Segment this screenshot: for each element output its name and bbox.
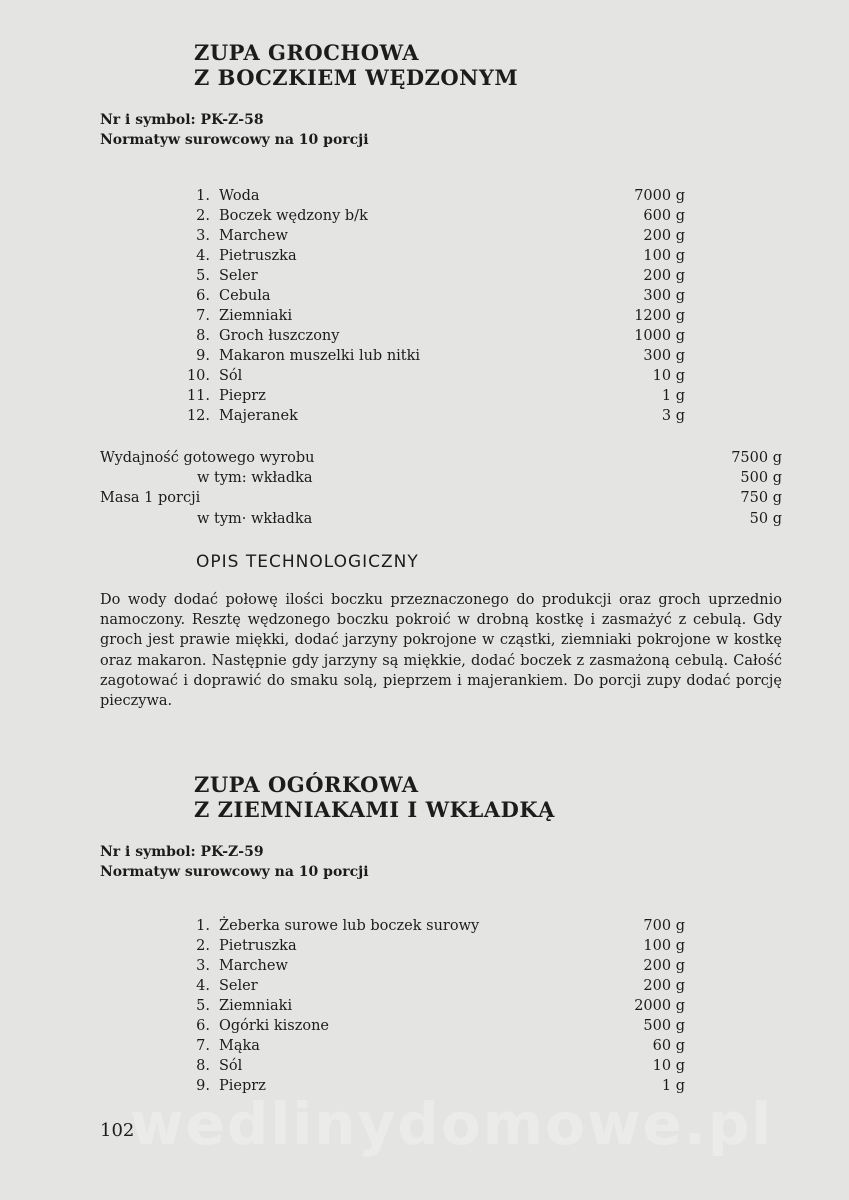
ingredient-number: 1. bbox=[196, 188, 210, 204]
recipe2-norm: Normatyw surowcowy na 10 porcji bbox=[100, 864, 369, 880]
ingredient-name: Mąka bbox=[219, 1038, 260, 1054]
yield-label: w tym· wkładka bbox=[197, 511, 313, 527]
ingredient-number: 9. bbox=[196, 348, 210, 364]
ingredient-name: Sól bbox=[219, 1058, 243, 1074]
ingredient-number: 3. bbox=[196, 958, 210, 974]
yield-label: w tym: wkładka bbox=[197, 470, 313, 486]
ingredient-row bbox=[180, 226, 685, 246]
ingredient-quantity: 60 g bbox=[652, 1038, 685, 1054]
yield-label: Wydajność gotowego wyrobu bbox=[100, 450, 315, 466]
ingredient-number: 5. bbox=[196, 268, 210, 284]
ingredient-quantity: 700 g bbox=[643, 918, 685, 934]
ingredient-name: Ziemniaki bbox=[219, 998, 293, 1014]
ingredient-number: 1. bbox=[196, 918, 210, 934]
ingredient-number: 2. bbox=[196, 938, 210, 954]
ingredient-name: Ogórki kiszone bbox=[219, 1018, 330, 1034]
recipe1-norm: Normatyw surowcowy na 10 porcji bbox=[100, 132, 369, 148]
ingredient-quantity: 600 g bbox=[643, 208, 685, 224]
ingredient-row bbox=[180, 976, 685, 996]
ingredient-name: Sól bbox=[219, 368, 243, 384]
recipe2-symbol: Nr i symbol: PK-Z-59 bbox=[100, 844, 264, 860]
ingredient-quantity: 500 g bbox=[643, 1018, 685, 1034]
ingredient-row bbox=[180, 326, 685, 346]
ingredient-name: Seler bbox=[219, 268, 258, 284]
ingredient-name: Ziemniaki bbox=[219, 308, 293, 324]
yield-row bbox=[100, 468, 782, 488]
page-number: 102 bbox=[100, 1120, 135, 1141]
ingredient-row bbox=[180, 306, 685, 326]
yield-label: Masa 1 porcji bbox=[100, 490, 201, 506]
ingredient-number: 7. bbox=[196, 308, 210, 324]
ingredient-row bbox=[180, 936, 685, 956]
recipe1-title-line2: Z BOCZKIEM WĘDZONYM bbox=[194, 65, 519, 90]
ingredient-quantity: 100 g bbox=[643, 938, 685, 954]
ingredient-row bbox=[180, 996, 685, 1016]
recipe2-title-line2: Z ZIEMNIAKAMI I WKŁADKĄ bbox=[194, 797, 555, 822]
ingredient-number: 6. bbox=[196, 288, 210, 304]
ingredient-number: 7. bbox=[196, 1038, 210, 1054]
recipe1-symbol: Nr i symbol: PK-Z-58 bbox=[100, 112, 264, 128]
yield-row bbox=[100, 488, 782, 508]
ingredient-name: Pieprz bbox=[219, 1078, 266, 1094]
ingredient-quantity: 300 g bbox=[643, 288, 685, 304]
ingredient-row bbox=[180, 206, 685, 226]
ingredient-quantity: 10 g bbox=[652, 1058, 685, 1074]
section-heading: OPIS TECHNOLOGICZNY bbox=[196, 552, 419, 572]
ingredient-quantity: 2000 g bbox=[634, 998, 685, 1014]
ingredient-number: 9. bbox=[196, 1078, 210, 1094]
ingredient-quantity: 7000 g bbox=[634, 188, 685, 204]
ingredient-number: 5. bbox=[196, 998, 210, 1014]
ingredient-number: 6. bbox=[196, 1018, 210, 1034]
recipe1-title bbox=[194, 40, 518, 90]
ingredient-quantity: 200 g bbox=[643, 268, 685, 284]
yield-value: 7500 g bbox=[731, 450, 782, 466]
ingredient-row bbox=[180, 366, 685, 386]
ingredient-quantity: 10 g bbox=[652, 368, 685, 384]
ingredient-number: 3. bbox=[196, 228, 210, 244]
ingredient-row bbox=[180, 916, 685, 936]
watermark: wedlinydomowe.pl bbox=[130, 1090, 774, 1158]
ingredient-row bbox=[180, 406, 685, 426]
ingredient-number: 4. bbox=[196, 978, 210, 994]
ingredient-name: Groch łuszczony bbox=[219, 328, 340, 344]
ingredient-row bbox=[180, 346, 685, 366]
ingredient-number: 8. bbox=[196, 1058, 210, 1074]
ingredient-name: Marchew bbox=[219, 958, 288, 974]
ingredient-quantity: 300 g bbox=[643, 348, 685, 364]
yield-value: 50 g bbox=[749, 511, 782, 527]
recipe1-title-line1: ZUPA GROCHOWA bbox=[194, 40, 420, 65]
ingredient-name: Boczek wędzony b/k bbox=[219, 208, 368, 224]
ingredient-name: Majeranek bbox=[219, 408, 298, 424]
ingredient-row bbox=[180, 286, 685, 306]
ingredient-quantity: 100 g bbox=[643, 248, 685, 264]
ingredient-number: 2. bbox=[196, 208, 210, 224]
ingredient-number: 4. bbox=[196, 248, 210, 264]
ingredient-row bbox=[180, 1036, 685, 1056]
ingredient-row bbox=[180, 186, 685, 206]
ingredient-number: 12. bbox=[186, 408, 210, 424]
ingredient-row bbox=[180, 1016, 685, 1036]
ingredient-name: Żeberka surowe lub boczek surowy bbox=[219, 918, 480, 934]
ingredient-number: 8. bbox=[196, 328, 210, 344]
ingredient-name: Pieprz bbox=[219, 388, 266, 404]
recipe2-title bbox=[194, 772, 555, 822]
ingredient-row bbox=[180, 956, 685, 976]
ingredient-row bbox=[180, 266, 685, 286]
ingredient-name: Pietruszka bbox=[219, 938, 297, 954]
yield-row bbox=[100, 448, 782, 468]
ingredient-number: 10. bbox=[186, 368, 210, 384]
ingredient-name: Woda bbox=[219, 188, 260, 204]
ingredient-quantity: 200 g bbox=[643, 978, 685, 994]
ingredient-row bbox=[180, 1056, 685, 1076]
ingredient-name: Marchew bbox=[219, 228, 288, 244]
yield-value: 500 g bbox=[740, 470, 782, 486]
recipe1-description: Do wody dodać połowę ilości boczku przeznaczonego do produkcji oraz groch uprzednio namoczony. Resztę wędzonego boczku pokroić w drobną kostkę i zasmażyć z cebulą. Gdy groch jest prawie miękki, dodać jarzyny pokrojone w cząstki, ziemniaki pokrojone w kostkę oraz makaron. Następnie gdy jarzyny są miękkie, dodać boczek z zasmażoną cebulą. Całość zagotować i doprawić do smaku solą, pieprzem i majerankiem. Do porcji zupy dodać porcję pieczywa. bbox=[100, 592, 782, 710]
ingredient-row bbox=[180, 246, 685, 266]
ingredient-number: 11. bbox=[186, 388, 210, 404]
ingredient-row bbox=[180, 386, 685, 406]
ingredient-name: Cebula bbox=[219, 288, 271, 304]
ingredient-quantity: 1 g bbox=[661, 388, 685, 404]
ingredient-quantity: 3 g bbox=[661, 408, 685, 424]
yield-row bbox=[100, 509, 782, 529]
ingredient-quantity: 1000 g bbox=[634, 328, 685, 344]
ingredient-quantity: 200 g bbox=[643, 228, 685, 244]
ingredient-quantity: 200 g bbox=[643, 958, 685, 974]
recipe2-title-line1: ZUPA OGÓRKOWA bbox=[194, 772, 419, 797]
ingredient-name: Makaron muszelki lub nitki bbox=[219, 348, 421, 364]
ingredient-quantity: 1 g bbox=[661, 1078, 685, 1094]
ingredient-name: Pietruszka bbox=[219, 248, 297, 264]
ingredient-quantity: 1200 g bbox=[634, 308, 685, 324]
ingredient-name: Seler bbox=[219, 978, 258, 994]
yield-value: 750 g bbox=[740, 490, 782, 506]
